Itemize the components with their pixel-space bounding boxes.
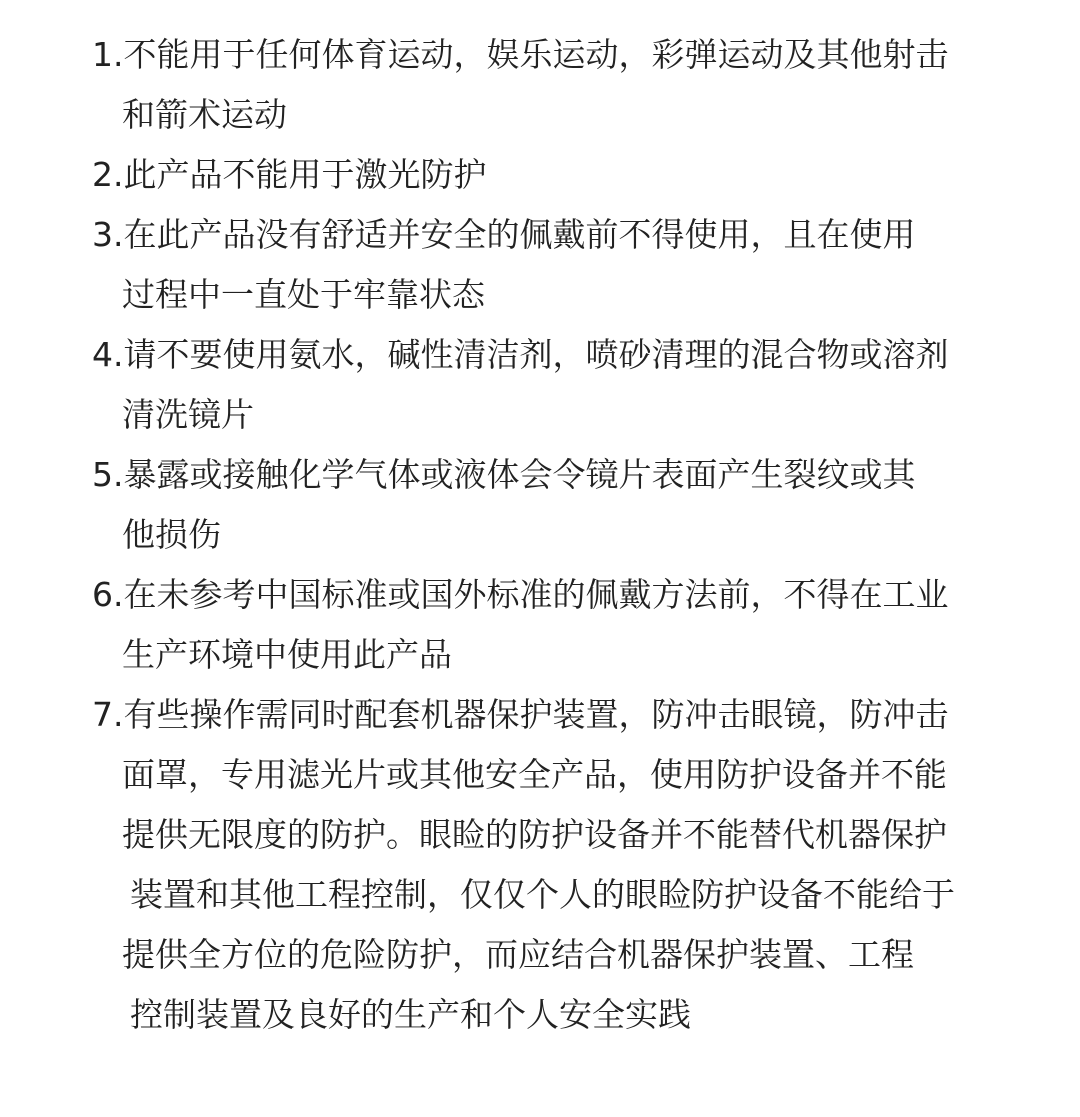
notice-item-4 <box>92 325 1022 445</box>
notice-item-1 <box>92 25 1022 145</box>
notice-item-3 <box>92 205 1022 325</box>
notice-item-7-line-5: 提供全方位的危险防护，而应结合机器保护装置、工程 <box>122 935 914 974</box>
notice-item-5 <box>92 445 1022 565</box>
notice-item-1-line-2: 和箭术运动 <box>122 95 287 134</box>
notice-item-7-line-3: 提供无限度的防护。眼睑的防护设备并不能替代机器保护 <box>122 815 947 854</box>
notice-item-2 <box>92 145 1022 205</box>
notice-item-7-line-2: 面罩，专用滤光片或其他安全产品，使用防护设备并不能 <box>122 755 947 794</box>
notice-item-7 <box>92 685 1022 1045</box>
notice-item-7-line-6: 控制装置及良好的生产和个人安全实践 <box>130 995 691 1034</box>
safety-notice-list <box>92 25 1022 1045</box>
notice-item-7-line-1: 7.有些操作需同时配套机器保护装置，防冲击眼镜，防冲击 <box>92 695 949 734</box>
notice-item-5-line-2: 他损伤 <box>122 515 221 554</box>
notice-item-3-line-1: 3.在此产品没有舒适并安全的佩戴前不得使用，且在使用 <box>92 215 916 254</box>
notice-item-7-line-4: 装置和其他工程控制，仅仅个人的眼睑防护设备不能给于 <box>130 875 955 914</box>
notice-item-4-line-2: 清洗镜片 <box>122 395 254 434</box>
notice-item-5-line-1: 5.暴露或接触化学气体或液体会令镜片表面产生裂纹或其 <box>92 455 916 494</box>
notice-item-6-line-2: 生产环境中使用此产品 <box>122 635 452 674</box>
notice-item-3-line-2: 过程中一直处于牢靠状态 <box>122 275 485 314</box>
notice-item-6-line-1: 6.在未参考中国标准或国外标准的佩戴方法前，不得在工业 <box>92 575 949 614</box>
notice-item-2-line-1: 2.此产品不能用于激光防护 <box>92 155 487 194</box>
notice-item-6 <box>92 565 1022 685</box>
notice-item-4-line-1: 4.请不要使用氨水，碱性清洁剂，喷砂清理的混合物或溶剂 <box>92 335 949 374</box>
notice-item-1-line-1: 1.不能用于任何体育运动，娱乐运动，彩弹运动及其他射击 <box>92 35 949 74</box>
